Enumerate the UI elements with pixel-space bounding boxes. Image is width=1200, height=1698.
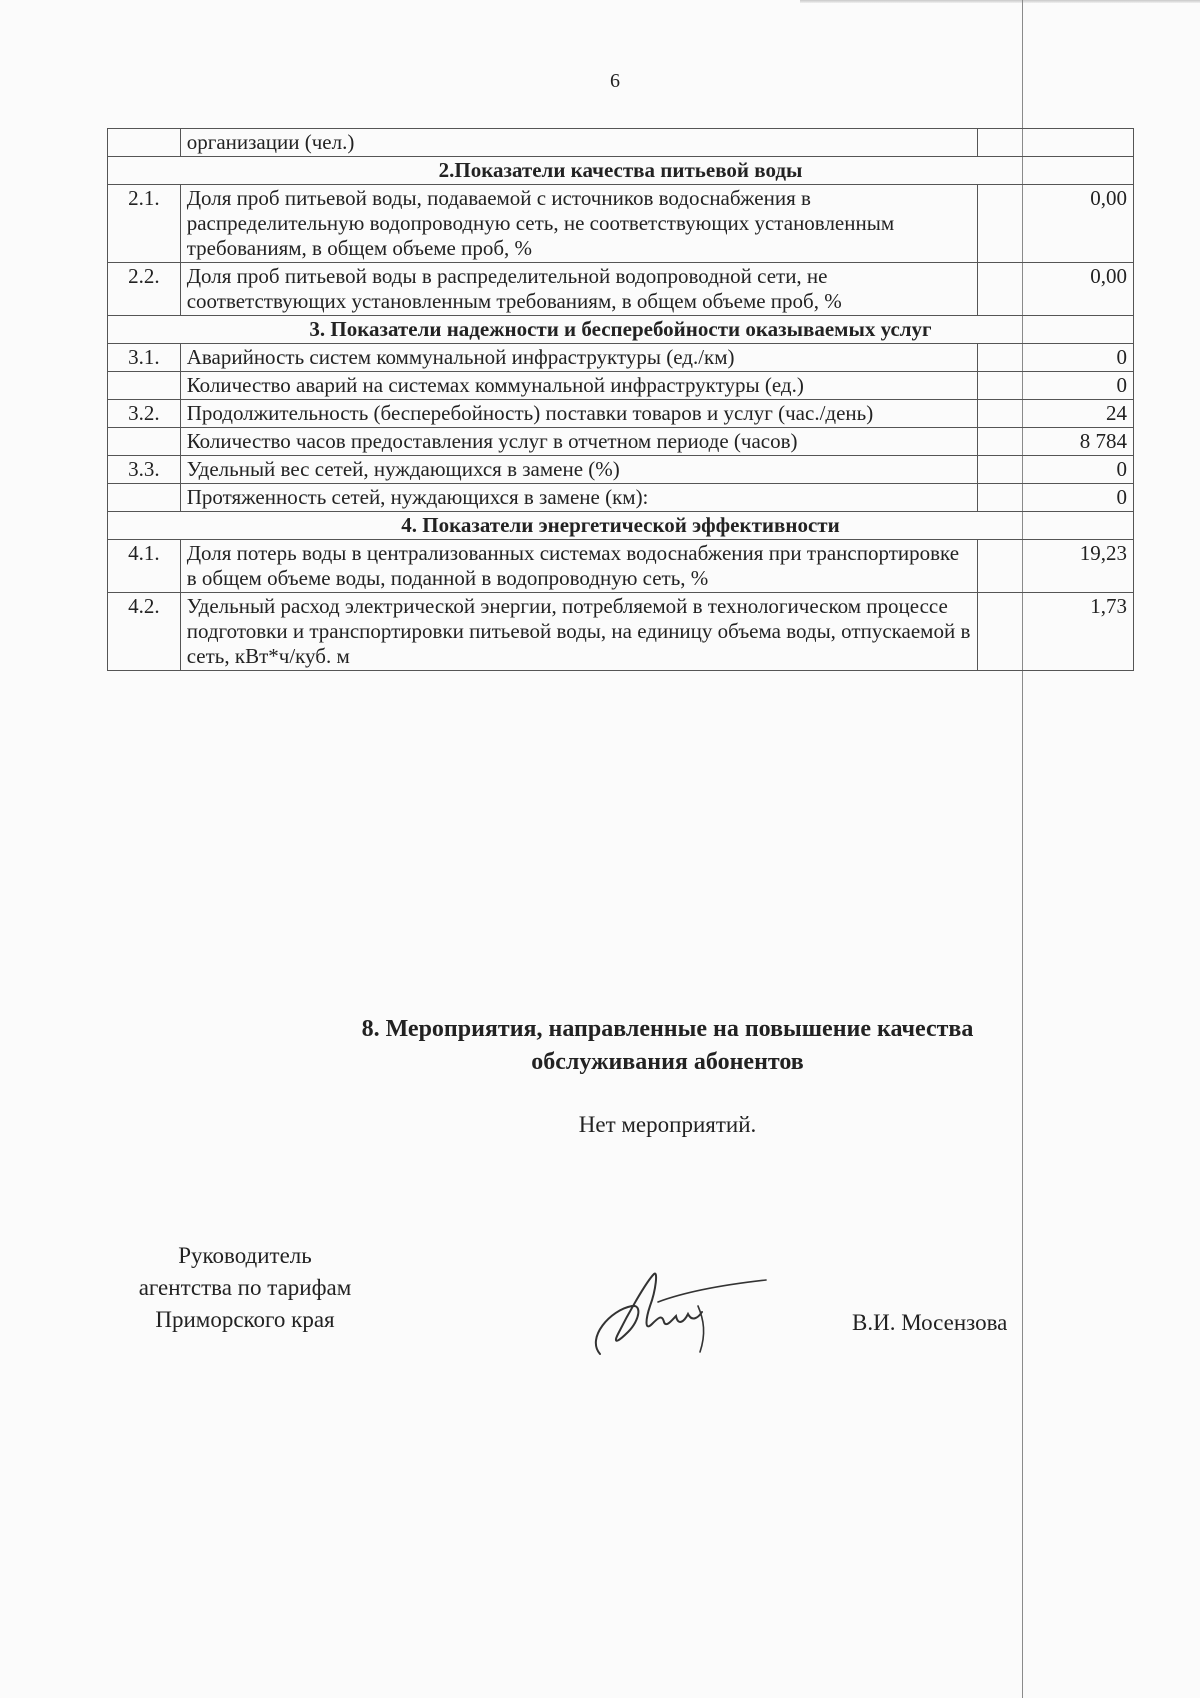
indicators-table-body <box>108 129 1134 671</box>
row-number-cell: 2.2. <box>108 263 181 316</box>
table-row <box>108 344 1134 372</box>
indicator-name-cell: Продолжительность (бесперебойность) поставки товаров и услуг (час./день) <box>180 400 978 428</box>
signatory-name: В.И. Мосензова <box>852 1310 1008 1335</box>
table-row <box>108 400 1134 428</box>
indicator-name-cell: Аварийность систем коммунальной инфраструктуры (ед./км) <box>180 344 978 372</box>
row-number-cell: 3.1. <box>108 344 181 372</box>
indicator-name-cell: организации (чел.) <box>180 129 978 157</box>
indicator-value-cell: 0,00 <box>978 263 1134 316</box>
signatory-title-line-1: Руководитель <box>178 1243 312 1268</box>
indicator-value-cell <box>978 129 1134 157</box>
table-row <box>108 484 1134 512</box>
indicators-table <box>107 128 1134 671</box>
indicator-name-cell: Доля проб питьевой воды в распределительной водопроводной сети, не соответствующих установленным требованиям, в общем объеме проб, % <box>180 263 978 316</box>
indicator-value-cell: 1,73 <box>978 593 1134 671</box>
handwritten-signature <box>580 1262 770 1372</box>
table-row <box>108 129 1134 157</box>
indicator-value-cell: 24 <box>978 400 1134 428</box>
indicator-value-cell: 19,23 <box>978 540 1134 593</box>
indicator-name-cell: Протяженность сетей, нуждающихся в замене (км): <box>180 484 978 512</box>
section-title: 4. Показатели энергетической эффективности <box>108 512 1134 540</box>
section-title: 2.Показатели качества питьевой воды <box>108 157 1134 185</box>
table-row <box>108 428 1134 456</box>
table-row <box>108 540 1134 593</box>
row-number-cell <box>108 372 181 400</box>
section-row <box>108 512 1134 540</box>
row-number-cell <box>108 129 181 157</box>
signatory-title-line-3: Приморского края <box>155 1307 335 1332</box>
table-row <box>108 185 1134 263</box>
indicator-value-cell: 0,00 <box>978 185 1134 263</box>
indicator-value-cell: 0 <box>978 456 1134 484</box>
section-row <box>108 157 1134 185</box>
indicator-name-cell: Количество аварий на системах коммунальной инфраструктуры (ед.) <box>180 372 978 400</box>
table-row <box>108 263 1134 316</box>
page-number: 6 <box>610 70 620 92</box>
indicator-name-cell: Удельный расход электрической энергии, потребляемой в технологическом процессе подготовки и транспортировки питьевой воды, на единицу объема воды, отпускаемой в сеть, кВт*ч/куб. м <box>180 593 978 671</box>
row-number-cell: 3.2. <box>108 400 181 428</box>
indicator-name-cell: Количество часов предоставления услуг в отчетном периоде (часов) <box>180 428 978 456</box>
indicator-value-cell: 0 <box>978 372 1134 400</box>
row-number-cell: 2.1. <box>108 185 181 263</box>
indicator-name-cell: Удельный вес сетей, нуждающихся в замене (%) <box>180 456 978 484</box>
row-number-cell <box>108 428 181 456</box>
indicator-name-cell: Доля потерь воды в централизованных системах водоснабжения при транспортировке в общем объеме воды, поданной в водопроводную сеть, % <box>180 540 978 593</box>
indicator-value-cell: 0 <box>978 484 1134 512</box>
indicator-value-cell: 8 784 <box>978 428 1134 456</box>
section-8-heading-line-1: 8. Мероприятия, направленные на повышение качества <box>361 1016 974 1042</box>
scan-top-edge <box>800 0 1200 3</box>
indicator-value-cell: 0 <box>978 344 1134 372</box>
signatory-title <box>100 1240 390 1336</box>
section-8-heading-line-2: обслуживания абонентов <box>531 1049 804 1075</box>
section-8-heading <box>0 1013 1200 1079</box>
indicator-name-cell: Доля проб питьевой воды, подаваемой с источников водоснабжения в распределительную водопроводную сеть, не соответствующих установленным требованиям, в общем объеме проб, % <box>180 185 978 263</box>
section-row <box>108 316 1134 344</box>
row-number-cell: 3.3. <box>108 456 181 484</box>
table-row <box>108 372 1134 400</box>
row-number-cell: 4.1. <box>108 540 181 593</box>
section-title: 3. Показатели надежности и бесперебойности оказываемых услуг <box>108 316 1134 344</box>
table-row <box>108 456 1134 484</box>
row-number-cell: 4.2. <box>108 593 181 671</box>
section-8-body: Нет мероприятий. <box>578 1112 757 1137</box>
table-row <box>108 593 1134 671</box>
row-number-cell <box>108 484 181 512</box>
signatory-title-line-2: агентства по тарифам <box>138 1275 352 1300</box>
